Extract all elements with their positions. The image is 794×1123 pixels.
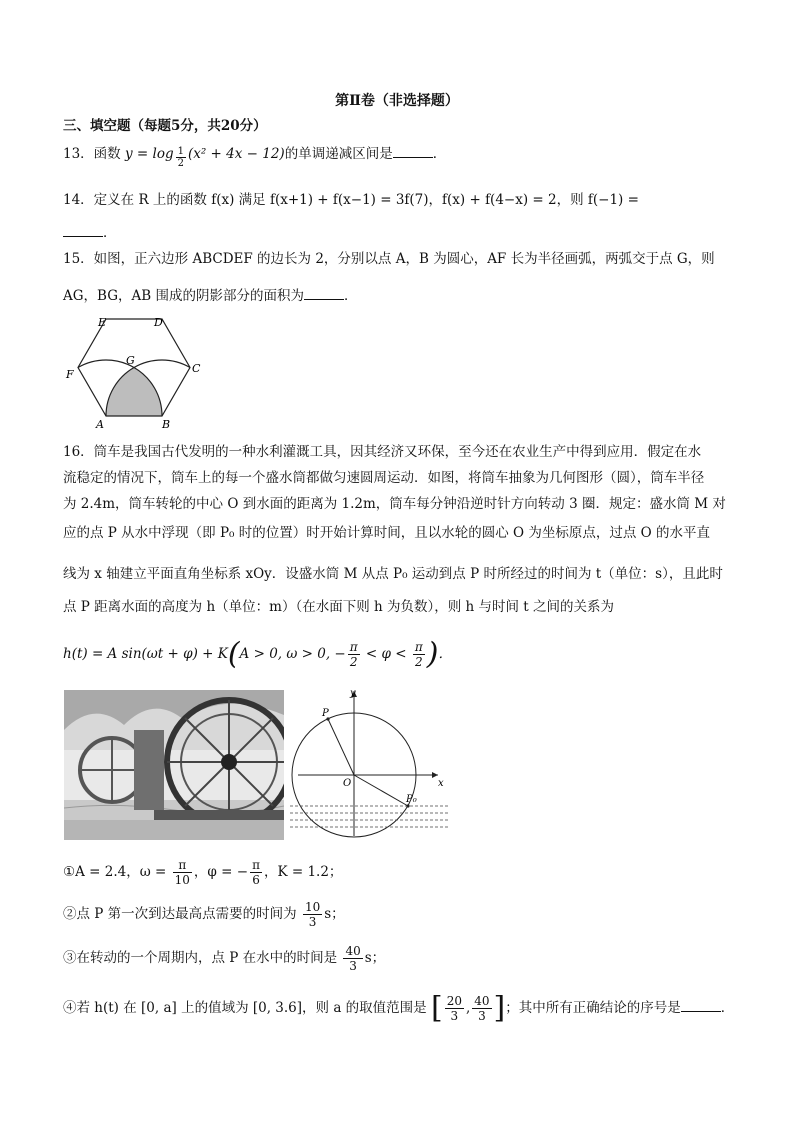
option-4: ④若 h(t) 在 [0, a] 上的值域为 [0, 3.6]，则 a 的取值范围是 [ $\frac{20}{3}$ , $\frac{40}{3}$ ]；其中所有正确结论的序号是 ． [63, 990, 735, 1026]
q14-answer-blank[interactable] [63, 222, 103, 237]
waterwheel-photo [64, 690, 284, 840]
o4-den1: 3 [450, 1009, 459, 1023]
q13-formula-arg: (x² + 4x − 12) [187, 146, 285, 162]
q14-answer-line [63, 222, 117, 243]
label-B: B [162, 418, 171, 431]
o4-num1: 20 [446, 994, 462, 1008]
o2-text-a: ②点 P 第一次到达最高点需要的时间为 [63, 906, 301, 922]
formula-left: h(t) = A sin(ωt + φ) + K [63, 646, 228, 662]
o1-pi-1: π [173, 858, 192, 873]
question-16-line2: 流稳定的情况下，筒车上的每一个盛水筒都做匀速圆周运动．如图，将筒车抽象为几何图形（圆），筒车半径 [63, 470, 705, 486]
o1-text-c: ，K = 1.2； [263, 864, 343, 880]
o3-text-a: ③在转动的一个周期内，点 P 在水中的时间是 [63, 950, 342, 966]
option-3 [63, 944, 385, 973]
label-G: G [126, 354, 135, 367]
q13-end: ． [432, 146, 447, 162]
q13-formula-main: y = log [124, 146, 174, 162]
question-16-line5: 线为 x 轴建立平面直角坐标系 xOy．设盛水筒 M 从点 P₀ 运动到点 P 时所经过的时间为 t（单位：s），且此时 [63, 566, 723, 582]
question-16-line6: 点 P 距离水面的高度为 h（单位：m）（在水面下则 h 为负数），则 h 与时间 t 之间的关系为 [63, 599, 615, 615]
point-P0-label: P₀ [406, 794, 417, 805]
frac-two-2: 2 [415, 655, 423, 669]
question-14: 14．定义在 R 上的函数 f(x) 满足 f(x+1) + f(x−1) = 3f(7)，f(x) + f(4−x) = 2，则 f(−1) = [63, 192, 639, 208]
q16-answer-blank[interactable] [681, 997, 721, 1012]
o4-den2: 3 [478, 1009, 486, 1023]
o2-num: 10 [304, 900, 321, 914]
o2-den: 3 [308, 915, 317, 929]
q15-line2 [63, 285, 357, 306]
o2-text-b: s； [324, 906, 345, 922]
wheel-diagram [288, 686, 448, 842]
hexagon-figure [58, 312, 208, 432]
shaded-region [106, 368, 162, 417]
o3-den: 3 [349, 959, 357, 973]
label-F: F [66, 368, 74, 381]
o4-end: ． [720, 1000, 735, 1016]
o4-text-a: ④若 h(t) 在 [0, a] 上的值域为 [0, 3.6]，则 a 的取值范围是 [63, 1000, 431, 1016]
label-D: D [154, 316, 163, 329]
o1-den6: 6 [252, 873, 260, 887]
question-16-line3: 为 2.4m，筒车转轮的中心 O 到水面的距离为 1.2m，筒车每分钟沿逆时针方向转动 3 圈．规定：盛水筒 M 对 [63, 496, 726, 512]
question-16-line4: 应的点 P 从水中浮现（即 P₀ 时的位置）时开始计算时间，且以水轮的圆心 O 为坐标原点，过点 O 的水平直 [63, 525, 711, 541]
q15-answer-blank[interactable] [304, 285, 344, 300]
section-heading: 三、填空题（每题5分，共20分） [63, 118, 267, 134]
o3-text-b: s； [364, 950, 386, 966]
formula-cond1: A > 0, ω > 0, − [239, 646, 346, 662]
frac-pi-1: π [349, 640, 358, 654]
q16-formula: h(t) = A sin(ωt + φ) + K(A > 0, ω > 0, − $\frac{\pi}{2}$ < φ < $\frac{\pi}{2}$ )． [63, 636, 452, 672]
o1-den10: 10 [174, 873, 190, 887]
o4-text-b: ；其中所有正确结论的序号是 [505, 1000, 681, 1016]
q15-text: AG，BG，AB 围成的阴影部分的面积为 [63, 288, 304, 304]
question-13 [63, 143, 446, 169]
origin-label: O [343, 778, 352, 789]
q13-suffix: 的单调递减区间是 [284, 146, 393, 162]
label-A: A [96, 418, 104, 431]
formula-cond2: < φ < [361, 646, 411, 662]
o1-text-b: ，φ = − [193, 864, 249, 880]
q15-end: ． [343, 288, 358, 304]
q13-frac-den: 2 [177, 158, 184, 169]
q13-frac-num: 1 [177, 146, 184, 157]
q13-answer-blank[interactable] [393, 143, 433, 158]
o4-num2: 40 [474, 994, 490, 1008]
question-16-line1: 16．筒车是我国古代发明的一种水利灌溉工具，因其经济又环保，至今还在农业生产中得到应用．假定在水 [63, 444, 702, 460]
q14-end: ． [103, 225, 117, 241]
axis-y-label: y [350, 688, 356, 699]
o1-pi-2: π [252, 858, 260, 872]
label-C: C [192, 362, 201, 375]
option-1 [63, 858, 342, 887]
q13-prefix: 13．函数 [63, 146, 125, 162]
formula-end: ． [438, 646, 452, 662]
point-P-label: P [322, 708, 329, 719]
frac-pi-2: π [414, 640, 423, 654]
o3-num: 40 [345, 944, 361, 958]
label-E: E [98, 316, 107, 329]
axis-x-label: x [438, 778, 444, 789]
option-2 [63, 900, 345, 929]
frac-two-1: 2 [349, 655, 358, 669]
o1-text-a: ①A = 2.4，ω = [63, 864, 171, 880]
question-15: 15．如图，正六边形 ABCDEF 的边长为 2，分别以点 A，B 为圆心，AF 长为半径画弧，两弧交于点 G，则 [63, 251, 715, 267]
section-title: 第Ⅱ卷（非选择题） [335, 93, 459, 109]
